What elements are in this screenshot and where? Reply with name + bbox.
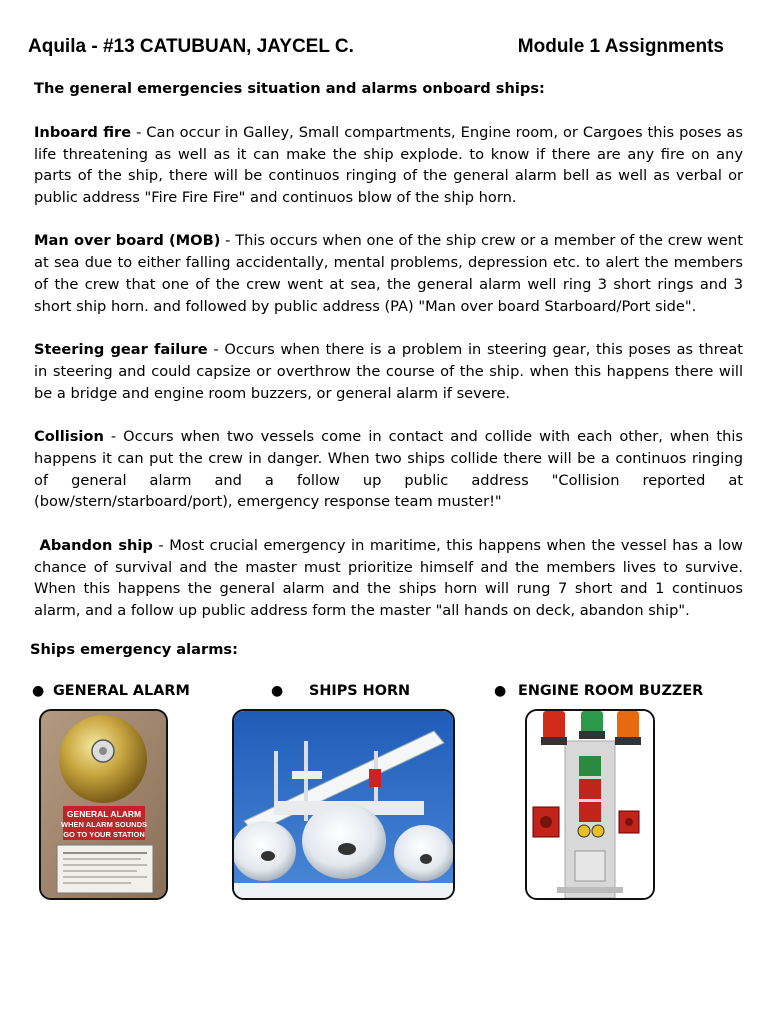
bell-sign-line2: WHEN ALARM SOUNDS xyxy=(61,820,147,829)
term-abandon-ship: Abandon ship xyxy=(39,536,153,554)
bullet-icon: ● xyxy=(271,683,284,699)
document-header xyxy=(28,36,724,62)
intro-heading: The general emergencies situation and alarms onboard ships: xyxy=(34,80,545,97)
paragraph-abandon-ship xyxy=(34,535,743,622)
desc-inboard-fire: - Can occur in Galley, Small compartments, Engine room, or Cargoes this poses as life threatening as well as it can make the ship explode. to know if there are any fire on any parts of the ship, there will be continuos ringing of the general alarm bell as well as verbal or public address "Fire Fire Fire" and continuos blow of the ship horn. xyxy=(34,123,743,207)
green-beacon-icon xyxy=(581,711,603,733)
paragraph-steering-gear xyxy=(34,339,743,404)
desc-collision: - Occurs when two vessels come in contact and collide with each other, when this happens it can put the crew in danger. When two ships collide there will be a continuos ringing of general alarm and a follow up public address "Collision reported at (bow/stern/starboard/port), emergency response team muster!" xyxy=(34,428,743,511)
general-alarm-image xyxy=(39,709,168,900)
orange-beacon-icon xyxy=(617,711,639,739)
paragraph-man-over-board xyxy=(34,230,743,317)
bullet-icon: ● xyxy=(494,683,507,699)
horn-icon xyxy=(394,825,453,881)
horn-icon xyxy=(234,821,296,881)
term-collision: Collision xyxy=(34,428,104,446)
horn-icon xyxy=(302,803,386,879)
ships-horn-image xyxy=(232,709,455,900)
bell-sign-line3: GO TO YOUR STATION xyxy=(63,830,145,839)
desc-man-over-board: - This occurs when one of the ship crew or a member of the crew went at sea due to either falling accidentally, mental problems, depression etc. to alert the members of the crew that one of the crew went at sea, the general alarm well ring 3 short rings and 3 short ship horn. and followed by public address (PA) "Man over board Starboard/Port side". xyxy=(34,232,744,315)
term-man-over-board: Man over board (MOB) xyxy=(34,232,221,250)
module-title: Module 1 Assignments xyxy=(517,36,724,57)
term-inboard-fire: Inboard fire xyxy=(34,123,132,141)
bullet-icon: ● xyxy=(32,683,45,699)
desc-abandon-ship: - Most crucial emergency in maritime, this happens when the vessel has a low chance of survival and the master must prioritize himself and the members lives to survive. When this happens the general alarm and the ships horn will rung 7 short and 1 continuos alarm, and a follow up public address form the master "all hands on deck, abandon ship". xyxy=(34,536,743,620)
paragraph-collision xyxy=(34,426,743,513)
red-beacon-icon xyxy=(543,711,565,739)
buzzer-illustration xyxy=(527,711,653,898)
alarm-label-buzzer: ENGINE ROOM BUZZER xyxy=(518,683,704,699)
student-name: Aquila - #13 CATUBUAN, JAYCEL C. xyxy=(28,36,354,57)
alarm-label-general: GENERAL ALARM xyxy=(53,683,190,699)
desc-steering-gear: - Occurs when there is a problem in steering gear, this poses as threat in steering and could capsize or overthrow the course of the ship. when this happens there will be a bridge and engine room buzzers, or general alarm if severe. xyxy=(34,341,743,402)
term-steering-gear: Steering gear failure xyxy=(34,341,208,359)
alarms-heading: Ships emergency alarms: xyxy=(30,641,238,658)
bell-illustration xyxy=(41,711,166,898)
document-body xyxy=(34,78,743,643)
paragraph-inboard-fire xyxy=(34,122,743,209)
engine-room-buzzer-image xyxy=(525,709,655,900)
horn-illustration xyxy=(234,711,453,898)
bell-sign-line1: GENERAL ALARM xyxy=(66,809,142,819)
alarm-label-horn: SHIPS HORN xyxy=(309,683,411,699)
